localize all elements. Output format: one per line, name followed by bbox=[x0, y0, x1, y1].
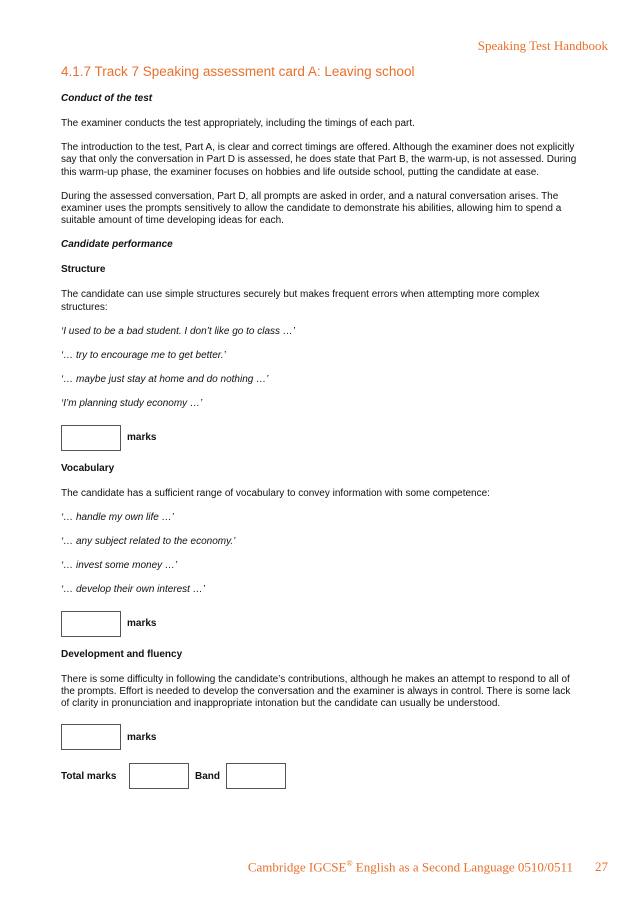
page-content bbox=[61, 64, 581, 790]
development-marks-row bbox=[61, 722, 581, 752]
band-label: Band bbox=[195, 770, 220, 782]
marks-label: marks bbox=[127, 731, 157, 743]
structure-marks-row bbox=[61, 423, 581, 453]
registered-mark: ® bbox=[346, 859, 353, 868]
vocabulary-quote: ‘… handle my own life …’ bbox=[61, 511, 174, 523]
marks-label: marks bbox=[127, 618, 157, 630]
vocabulary-quote: ‘… any subject related to the economy.’ bbox=[61, 536, 236, 548]
page-number: 27 bbox=[595, 859, 608, 875]
total-row bbox=[61, 762, 581, 790]
conduct-paragraph: During the assessed conversation, Part D, all prompts are asked in order, and a natural conversation arises. The examiner uses the prompts sensitively to allow the candidate to demonstrate his abilities, allowing him to spend a suitable amount of time developing ideas for each. bbox=[61, 190, 562, 227]
vocabulary-quote: ‘… invest some money …’ bbox=[61, 560, 178, 572]
vocabulary-intro: The candidate has a sufficient range of vocabulary to convey information with some competence: bbox=[61, 487, 490, 499]
vocabulary-marks-box[interactable] bbox=[61, 611, 121, 637]
total-marks-box[interactable] bbox=[129, 763, 189, 789]
vocabulary-title: Vocabulary bbox=[61, 462, 115, 474]
structure-intro: The candidate can use simple structures securely but makes frequent errors when attempting more complex structures: bbox=[61, 289, 540, 313]
conduct-paragraph: The examiner conducts the test appropriately, including the timings of each part. bbox=[61, 118, 415, 129]
running-header: Speaking Test Handbook bbox=[477, 38, 608, 53]
total-marks-label: Total marks bbox=[61, 770, 117, 782]
running-footer bbox=[248, 859, 608, 875]
development-marks-box[interactable] bbox=[61, 724, 121, 750]
structure-quote: ‘… maybe just stay at home and do nothing …’ bbox=[61, 374, 269, 386]
section-heading: 4.1.7 Track 7 Speaking assessment card A: Leaving school bbox=[61, 64, 415, 79]
conduct-paragraph: The introduction to the test, Part A, is clear and correct timings are offered. Although the examiner does not explicitly say that only the conversation in Part D is assessed, he does state that Part B, the warm-up, is not assessed. During this warm-up phase, the examiner focuses on hobbies and life outside school, putting the candidate at ease. bbox=[61, 142, 577, 178]
structure-quote: ‘I used to be a bad student. I don’t like go to class …’ bbox=[61, 325, 296, 337]
structure-quote: ‘… try to encourage me to get better.’ bbox=[61, 350, 226, 362]
vocabulary-quote: ‘… develop their own interest …’ bbox=[61, 584, 205, 596]
structure-marks-box[interactable] bbox=[61, 425, 121, 451]
development-title: Development and fluency bbox=[61, 648, 183, 660]
band-box[interactable] bbox=[226, 763, 286, 789]
structure-title: Structure bbox=[61, 264, 106, 276]
vocabulary-marks-row bbox=[61, 609, 581, 639]
development-text: There is some difficulty in following the candidate’s contributions, although he makes an attempt to respond to all of the prompts. Effort is needed to develop the conversation and the examiner is always in control. There is some lack of clarity in pronunciation and inappropriate intonation but the candidate can usually be understood. bbox=[61, 673, 571, 710]
structure-quote: ‘I’m planning study economy …’ bbox=[61, 398, 203, 410]
footer-subtitle: English as a Second Language 0510/0511 bbox=[352, 859, 573, 875]
marks-label: marks bbox=[127, 432, 157, 444]
footer-title: Cambridge IGCSE bbox=[247, 859, 347, 875]
performance-title: Candidate performance bbox=[61, 239, 173, 251]
conduct-title: Conduct of the test bbox=[61, 93, 153, 104]
